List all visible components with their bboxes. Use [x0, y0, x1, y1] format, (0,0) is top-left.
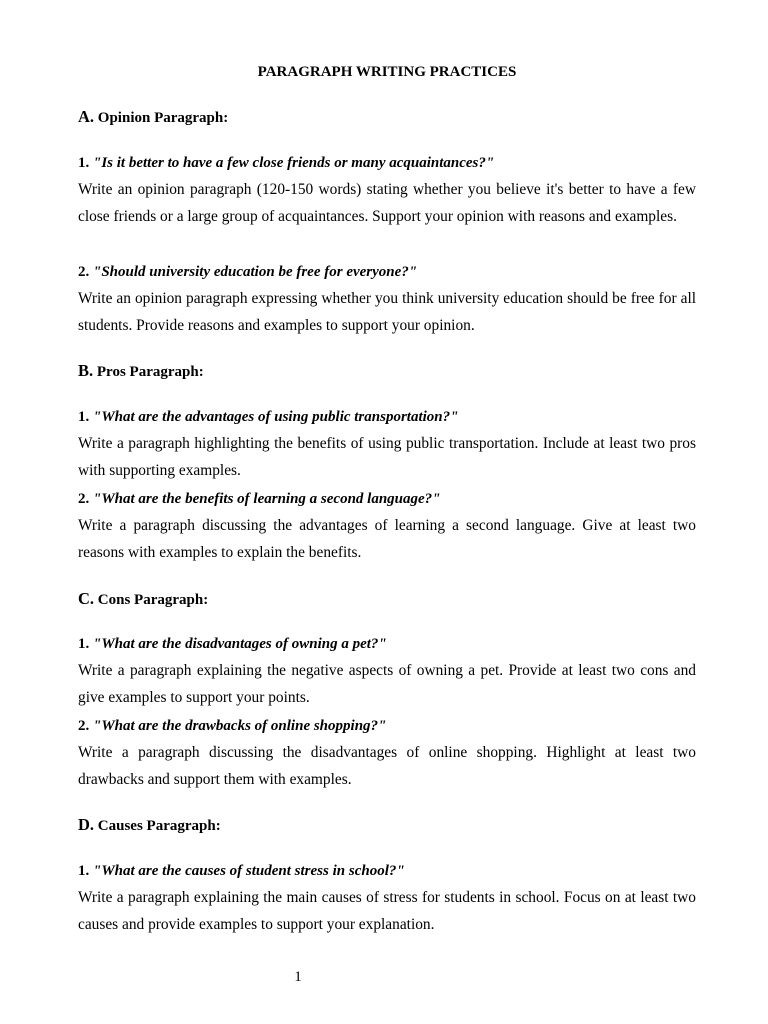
- section-heading-causes: [78, 815, 221, 836]
- instruction-opinion-2: Write an opinion paragraph expressing whether you think university education should be free for all students. Provide reasons and examples to support your opinion.: [78, 290, 696, 335]
- section-heading-cons: [78, 589, 208, 610]
- question-cons-1: [78, 634, 387, 654]
- section-title: Opinion Paragraph:: [97, 110, 229, 126]
- question-number: 1.: [78, 636, 90, 652]
- question-number: 1.: [78, 863, 90, 879]
- question-text: "What are the benefits of learning a second language?": [93, 491, 441, 507]
- question-causes-1: [78, 861, 405, 881]
- instruction-cons-1: Write a paragraph explaining the negative aspects of owning a pet. Provide at least two cons and give examples to support your points.: [78, 662, 696, 707]
- question-number: 2.: [78, 718, 90, 734]
- question-number: 1.: [78, 155, 90, 171]
- section-heading-opinion: [78, 107, 228, 128]
- instruction-opinion-1: Write an opinion paragraph (120-150 words) stating whether you believe it's better to have a few close friends or a large group of acquaintances. Support your opinion with reasons and examples.: [78, 181, 696, 226]
- question-text: "What are the disadvantages of owning a pet?": [93, 636, 387, 652]
- section-letter: A.: [78, 107, 95, 126]
- instruction-causes-1: Write a paragraph explaining the main causes of stress for students in school. Focus on at least two causes and provide examples to support your explanation.: [78, 889, 696, 934]
- instruction-pros-1: Write a paragraph highlighting the benefits of using public transportation. Include at least two pros with supporting examples.: [78, 435, 696, 480]
- section-letter: C.: [78, 589, 95, 608]
- document-title: PARAGRAPH WRITING PRACTICES: [257, 64, 517, 80]
- question-opinion-1: [78, 153, 494, 173]
- section-title: Causes Paragraph:: [97, 818, 221, 834]
- question-cons-2: [78, 716, 386, 736]
- section-title: Cons Paragraph:: [97, 592, 209, 608]
- section-heading-pros: [78, 361, 204, 382]
- question-pros-2: [78, 489, 441, 509]
- question-number: 2.: [78, 264, 90, 280]
- question-text: "What are the causes of student stress in school?": [93, 863, 405, 879]
- question-pros-1: [78, 407, 458, 427]
- document-page: [78, 0, 696, 1024]
- question-text: "What are the advantages of using public transportation?": [93, 409, 459, 425]
- question-opinion-2: [78, 262, 417, 282]
- section-title: Pros Paragraph:: [96, 364, 204, 380]
- section-letter: B.: [78, 361, 94, 380]
- page-number: 1: [294, 969, 302, 985]
- question-number: 2.: [78, 491, 90, 507]
- question-text: "What are the drawbacks of online shopping?": [93, 718, 387, 734]
- instruction-cons-2: Write a paragraph discussing the disadvantages of online shopping. Highlight at least two drawbacks and support them with examples.: [78, 744, 696, 789]
- instruction-pros-2: Write a paragraph discussing the advantages of learning a second language. Give at least two reasons with examples to explain the benefits.: [78, 517, 696, 562]
- question-text: "Is it better to have a few close friends or many acquaintances?": [93, 155, 495, 171]
- question-text: "Should university education be free for everyone?": [93, 264, 418, 280]
- section-letter: D.: [78, 815, 95, 834]
- question-number: 1.: [78, 409, 90, 425]
